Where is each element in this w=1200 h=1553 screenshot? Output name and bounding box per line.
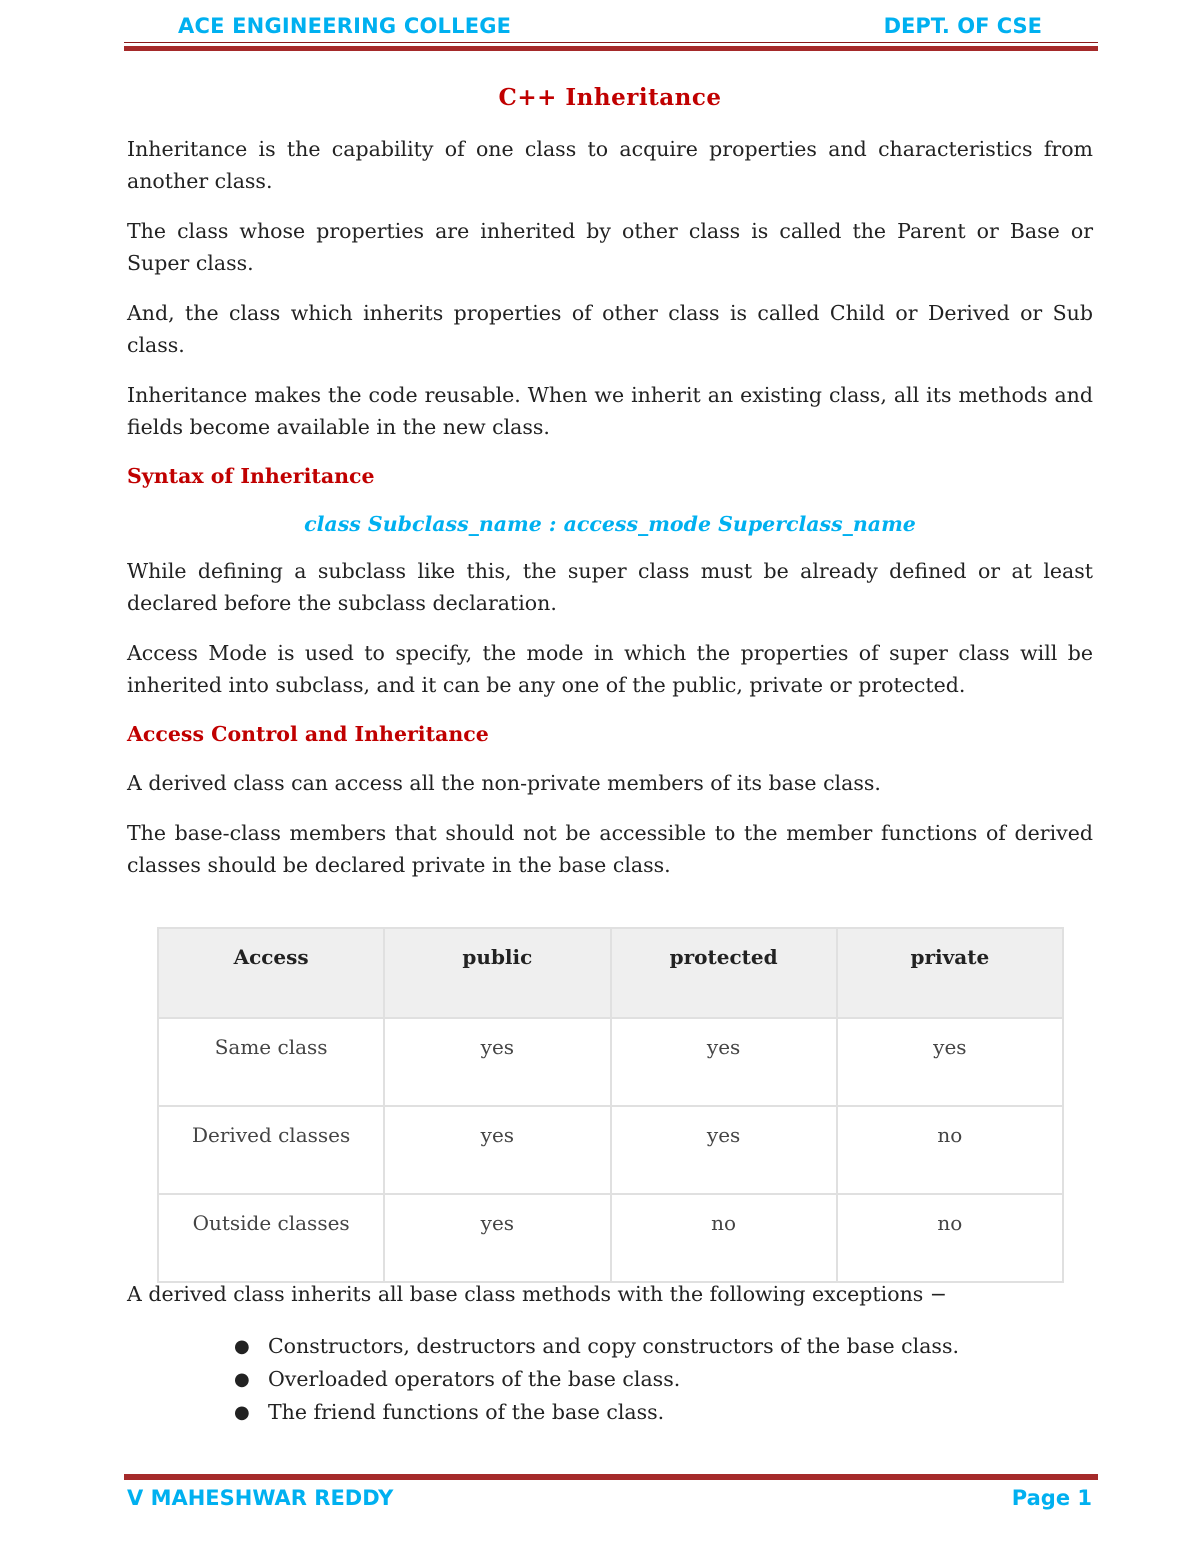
table-header-cell: private xyxy=(837,928,1063,1018)
table-cell: no xyxy=(837,1194,1063,1282)
table-cell: yes xyxy=(611,1106,837,1194)
table-header-cell: protected xyxy=(611,928,837,1018)
bullet-icon: ● xyxy=(234,1402,250,1423)
table-cell: yes xyxy=(384,1018,610,1106)
table-cell: Same class xyxy=(158,1018,384,1106)
department-name: DEPT. OF CSE xyxy=(883,14,1042,38)
intro-paragraph-1: Inheritance is the capability of one class to acquire properties and characteristics from another class. xyxy=(127,137,1093,193)
table-header-cell: public xyxy=(384,928,610,1018)
intro-paragraph-4: Inheritance makes the code reusable. When we inherit an existing class, all its methods and fields become available in the new class. xyxy=(127,383,1093,439)
access-paragraph-2: The base-class members that should not be accessible to the member functions of derived classes should be declared private in the base class. xyxy=(127,821,1093,877)
table-cell: yes xyxy=(611,1018,837,1106)
header-rule-thin xyxy=(124,42,1098,43)
table-cell: no xyxy=(837,1106,1063,1194)
exceptions-list xyxy=(127,1330,959,1429)
syntax-paragraph-1: While defining a subclass like this, the super class must be already defined or at least declared before the subclass declaration. xyxy=(127,559,1093,615)
list-item-text: Overloaded operators of the base class. xyxy=(268,1367,681,1391)
list-item xyxy=(234,1396,959,1429)
syntax-paragraph-2: Access Mode is used to specify, the mode in which the properties of super class will be inherited into subclass, and it can be any one of the public, private or protected. xyxy=(127,641,1093,697)
intro-paragraph-3: And, the class which inherits properties of other class is called Child or Derived or Sub class. xyxy=(127,301,1093,357)
table-header-cell: Access xyxy=(158,928,384,1018)
header-rule-thick xyxy=(124,46,1098,51)
table-row xyxy=(158,1018,1063,1106)
table-cell: yes xyxy=(384,1106,610,1194)
table-cell: Outside classes xyxy=(158,1194,384,1282)
page-content xyxy=(127,84,1093,899)
exceptions-intro: A derived class inherits all base class methods with the following exceptions − xyxy=(127,1282,947,1306)
college-name: ACE ENGINEERING COLLEGE xyxy=(178,14,512,38)
list-item-text: Constructors, destructors and copy constructors of the base class. xyxy=(268,1334,959,1358)
list-item-text: The friend functions of the base class. xyxy=(268,1400,665,1424)
table-header-row xyxy=(158,928,1063,1018)
list-item xyxy=(234,1330,959,1363)
table-cell: Derived classes xyxy=(158,1106,384,1194)
table-cell: yes xyxy=(384,1194,610,1282)
page-title: C++ Inheritance xyxy=(498,84,722,111)
page-number: Page 1 xyxy=(1011,1486,1092,1510)
access-table xyxy=(157,927,1064,1283)
intro-paragraph-2: The class whose properties are inherited by other class is called the Parent or Base or Super class. xyxy=(127,219,1093,275)
author-name: V MAHESHWAR REDDY xyxy=(127,1486,394,1510)
syntax-line: class Subclass_name : access_mode Superclass_name xyxy=(304,512,916,536)
bullet-icon: ● xyxy=(234,1336,250,1357)
access-paragraph-1: A derived class can access all the non-private members of its base class. xyxy=(127,771,881,795)
table-cell: yes xyxy=(837,1018,1063,1106)
access-control-heading: Access Control and Inheritance xyxy=(127,722,489,746)
table-cell: no xyxy=(611,1194,837,1282)
bullet-icon: ● xyxy=(234,1369,250,1390)
footer-rule xyxy=(124,1474,1098,1480)
list-item xyxy=(234,1363,959,1396)
table-row xyxy=(158,1106,1063,1194)
syntax-heading: Syntax of Inheritance xyxy=(127,464,375,488)
table-row xyxy=(158,1194,1063,1282)
